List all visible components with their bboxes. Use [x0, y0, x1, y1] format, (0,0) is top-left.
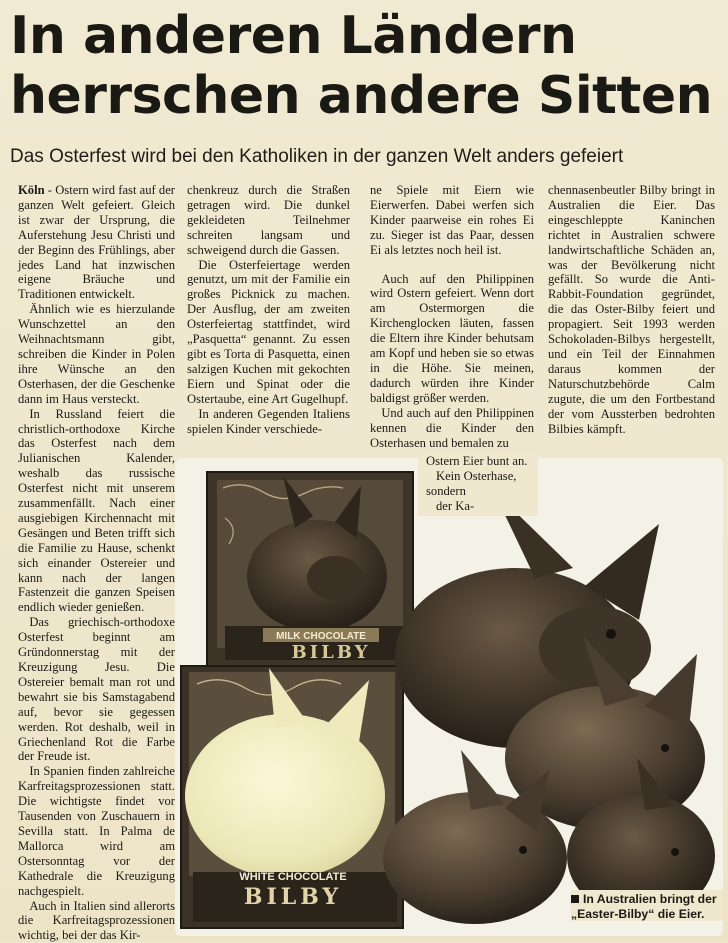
headline [10, 6, 722, 126]
paragraph: Auch in Italien sind allerorts die Karfreitagsprozessionen wichtig, bei der das Kir- [18, 899, 175, 943]
paragraph: In Spanien finden zahlreiche Karfreitagsprozessionen statt. Die wichtigste findet vor Tausenden von Zuschauern in Sevilla statt. In Palma de Mallorca wird am Ostersonntag vor der Kathedrale die Kreuzigung nachgespielt. [18, 764, 175, 898]
cutout-line: Ostern Eier bunt an. [426, 454, 538, 469]
white-chocolate-brand: BILBY [244, 884, 342, 910]
article-column-1 [18, 183, 175, 943]
milk-chocolate-brand: BILBY [291, 642, 370, 663]
photo-illustration [175, 458, 723, 936]
paragraph: Und auch auf den Philippinen kennen die Kinder den Osterhasen und bemalen zu [370, 406, 534, 451]
subheadline: Das Osterfest wird bei den Katholiken in der ganzen Welt anders gefeiert [10, 145, 722, 169]
photo-caption: In Australien bringt der „Easter-Bilby“ die Eier. [571, 890, 723, 921]
paragraph: In Russland feiert die christlich-orthodoxe Kirche das Osterfest nach dem Julianischen Kalender, weshalb das russische Osterfest nicht mit unserem zusammenfällt. Nach einer ausgiebigen Kirchennacht mit Gesängen und Beten trifft sich die Familie zu Hause, schenkt sich einander Ostereier und kann nach der langen Fastenzeit die ganzen Speisen endlich wieder genießen. [18, 407, 175, 616]
milk-chocolate-label: MILK CHOCOLATE [276, 631, 366, 642]
article-column-4 [548, 183, 715, 436]
paragraph: Die Osterfeiertage werden genutzt, um mit der Familie ein großes Picknick zu machen. Der Ausflug, der am zweiten Osterfeiertag stattfindet, wird „Pasquetta“ genannt. Zu essen gibt es Torta di Pasquetta, einen salzigen Kuchen mit gekochten Eiern und Spinat oder die Ostertaube, eine Art Gugelhupf. [187, 258, 350, 407]
cutout-line: sondern [426, 484, 538, 499]
paragraph: Ähnlich wie es hierzulande Wunschzettel an den Weihnachtsmann gibt, schreiben die Kinder in Polen ihre Wünsche an den Osterhasen, der die Geschenke dann im Haus versteckt. [18, 302, 175, 406]
article-column-3 [370, 183, 534, 450]
column-3-cutout-text [418, 454, 538, 516]
paragraph: Köln - Ostern wird fast auf der ganzen Welt gefeiert. Gleich ist zwar der Ursprung, die Auferstehung Jesu Christi und der Beginn des Frühlings, aber jedes Land hat inzwischen eigene Bräuche und Traditionen entwickelt. [18, 183, 175, 302]
cutout-line: der Ka- [426, 499, 538, 514]
cutout-line: Kein Osterhase, [426, 469, 538, 484]
chocolate-bilby-photo [175, 458, 723, 936]
article-column-2 [187, 183, 350, 436]
headline-line-2: herrschen andere Sitten [10, 66, 722, 126]
white-chocolate-label: WHITE CHOCOLATE [239, 871, 346, 883]
caption-bullet-icon [571, 895, 579, 903]
dateline: Köln [18, 183, 45, 197]
paragraph: In anderen Gegenden Italiens spielen Kinder verschiede- [187, 407, 350, 437]
headline-line-1: In anderen Ländern [10, 6, 722, 66]
paragraph: Auch auf den Philippinen wird Ostern gefeiert. Wenn dort am Ostermorgen die Kirchenglocken läuten, fassen die Eltern ihre Kinder behutsam am Kopf und heben sie so etwas in die Höhe. Sie meinen, dadurch würden ihre Kinder baldigst größer werden. [370, 272, 534, 406]
paragraph: Das griechisch-orthodoxe Osterfest beginnt am Gründonnerstag mit der Kreuzigung Jesu. Die Ostereier bemalt man rot und bewahrt sie bis Samstagabend auf, bevor sie gegessen werden. Rot deshalb, weil in Griechenland Rot die Farbe der Freude ist. [18, 615, 175, 764]
paragraph: chennasenbeutler Bilby bringt in Australien die Eier. Das eingeschleppte Kaninchen richtet in Australien schwere landwirtschaftliche Schäden an, was der Bevölkerung nicht gefällt. So wurde die Anti-Rabbit-Foundation gegründet, die das Oster-Bilby feiert und propagiert. Seit 1993 werden Schokoladen-Bilbys hergestellt, und ein Teil der Einnahmen daraus kommen der Naturschutzbehörde Calm zugute, die um den Fortbestand der vom Aussterben bedrohten Bilbies kämpft. [548, 183, 715, 436]
paragraph: chenkreuz durch die Straßen getragen wird. Die dunkel gekleideten Teilnehmer schreiten langsam und schweigend durch die Gassen. [187, 183, 350, 258]
paragraph: ne Spiele mit Eiern wie Eierwerfen. Dabei werfen sich Kinder paarweise ein rohes Ei zu. Sieger ist das Paar, dessen Ei als letztes noch heil ist. [370, 183, 534, 258]
